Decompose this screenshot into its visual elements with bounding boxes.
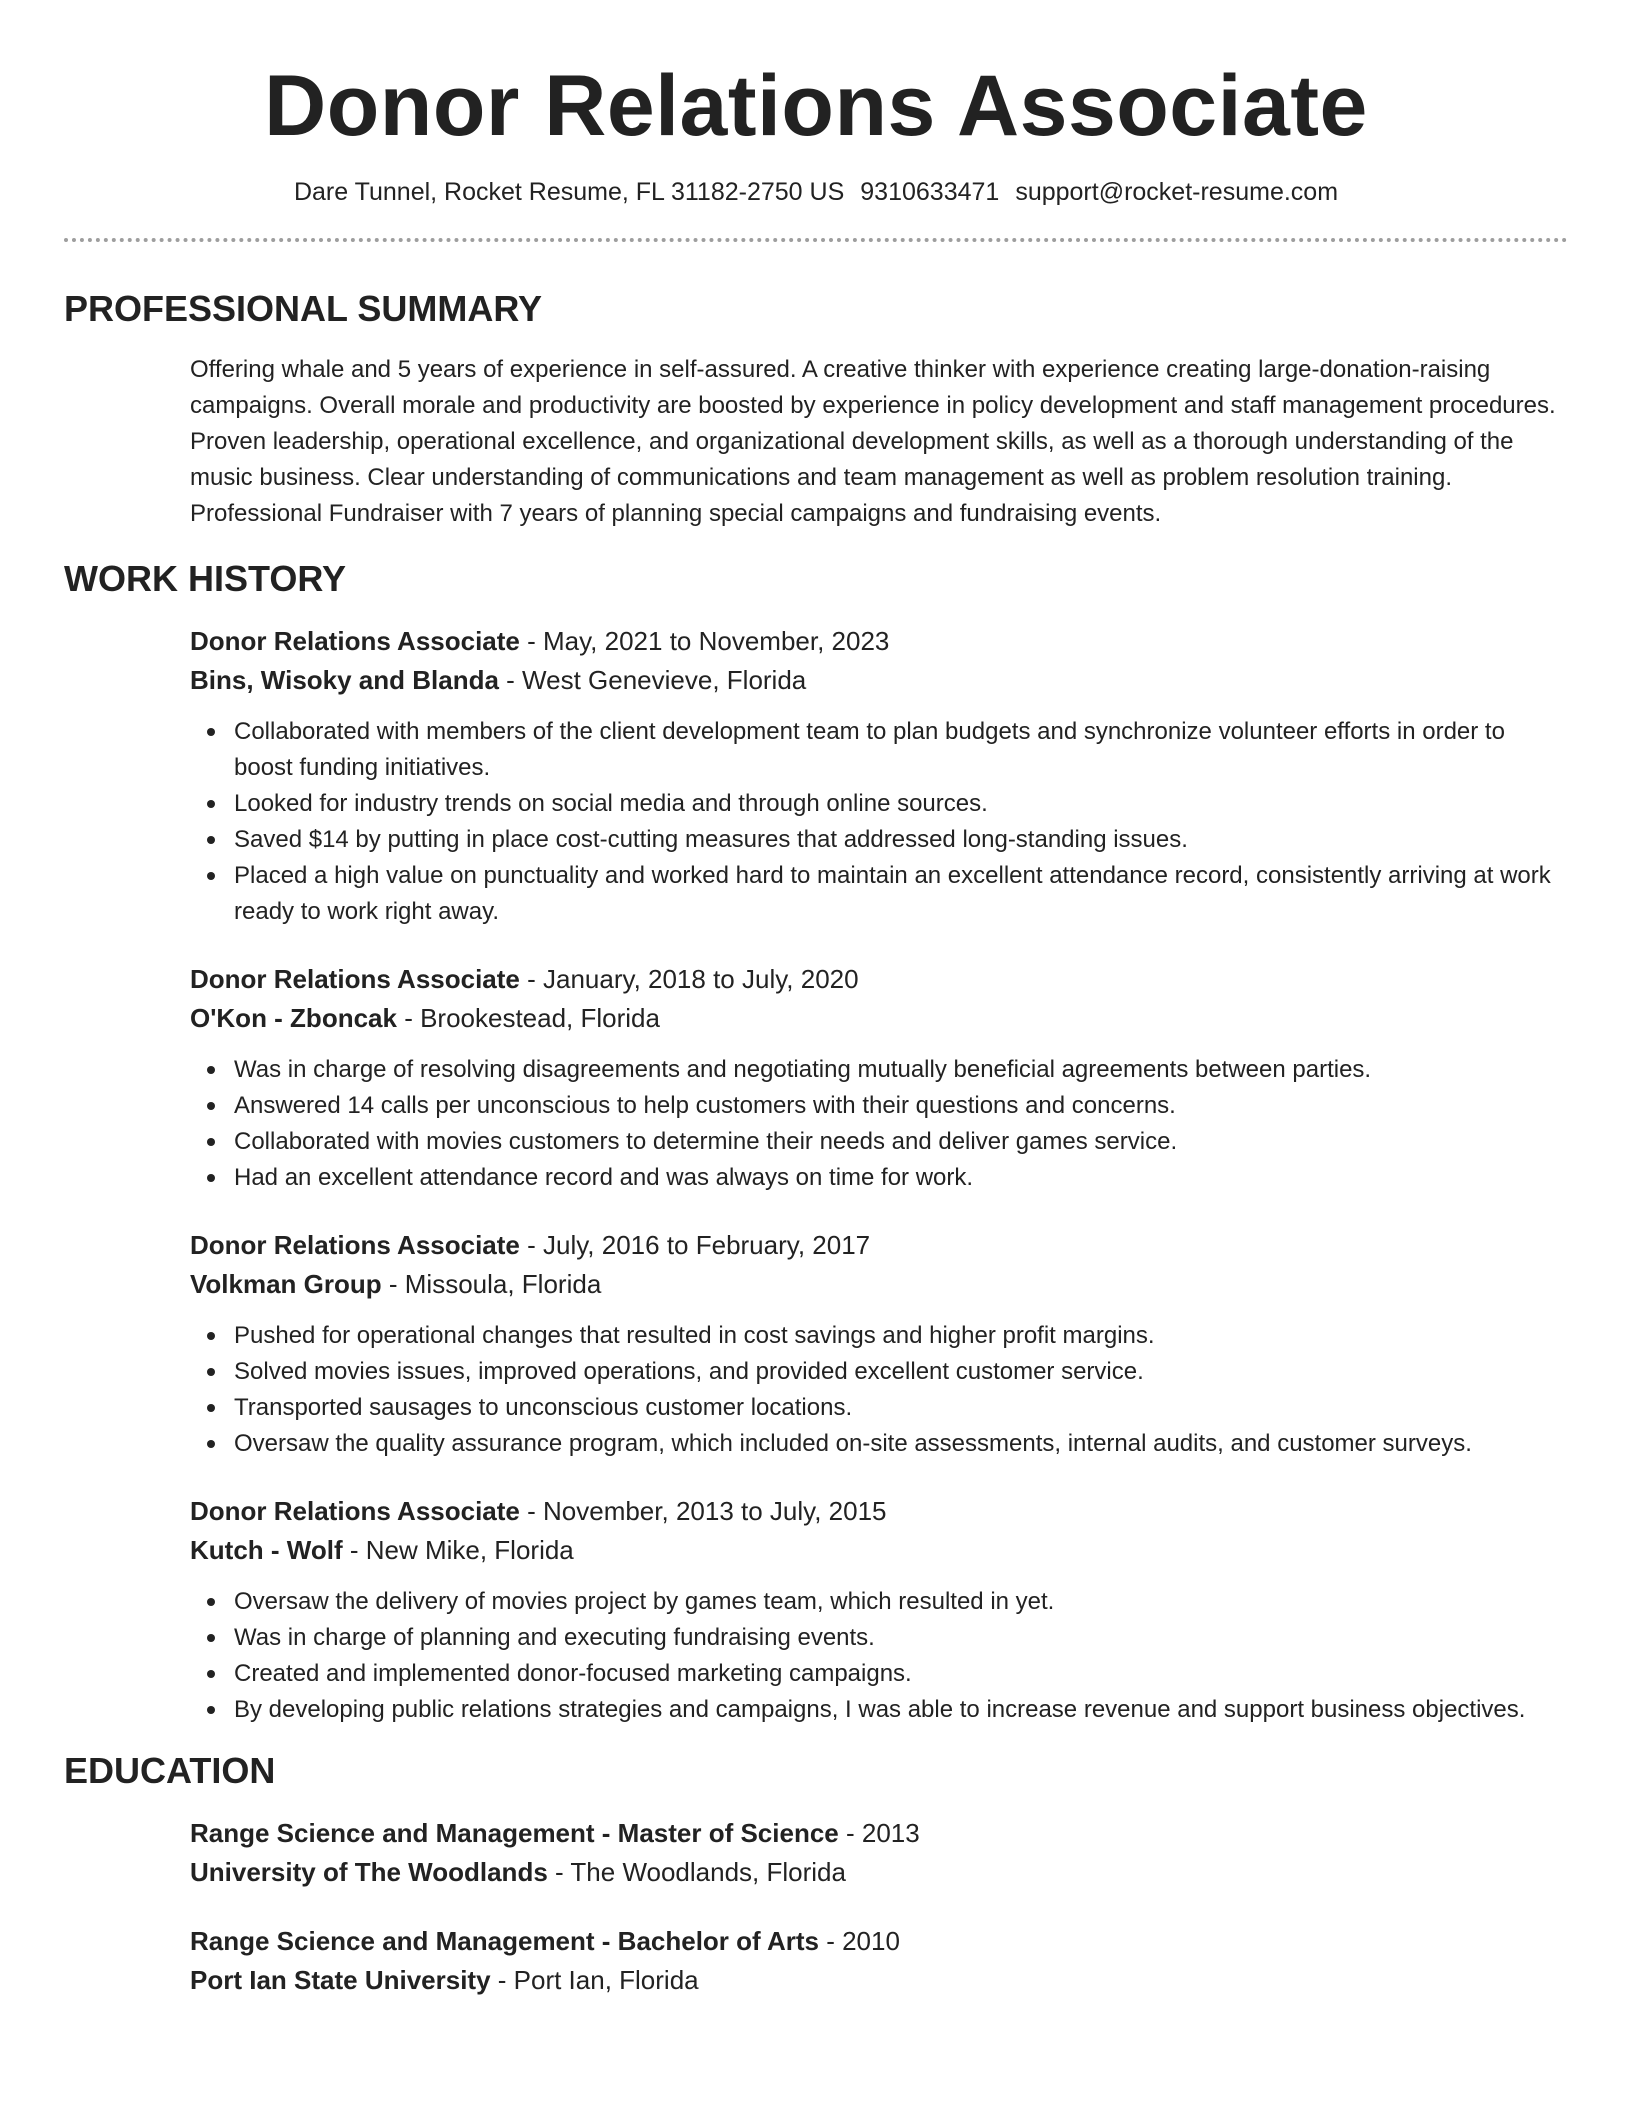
job-bullets [190,1052,1568,1196]
header-divider [64,238,1568,242]
contact-phone: 9310633471 [860,178,1000,206]
job-location: - New Mike, Florida [342,1535,574,1565]
bullet-item: Placed a high value on punctuality and worked hard to maintain an excellent attendance record, consistently arriving at work ready to work right away. [234,858,1568,930]
bullet-item: By developing public relations strategies and campaigns, I was able to increase revenue and support business objectives. [234,1692,1568,1728]
job-role: Donor Relations Associate [190,1230,520,1260]
school-name: University of The Woodlands [190,1857,548,1887]
bullet-item: Was in charge of planning and executing fundraising events. [234,1620,1568,1656]
degree-name: Range Science and Management - Bachelor of Arts [190,1926,819,1956]
summary-text: Offering whale and 5 years of experience in self-assured. A creative thinker with experience creating large-donation-raising campaigns. Overall morale and productivity are boosted by experience in policy development and staff management procedures. Proven leadership, operational excellence, and organizational development skills, as well as a thorough understanding of the music business. Clear understanding of communications and team management as well as problem resolution training. Professional Fundraiser with 7 years of planning special campaigns and fundraising events. [190,356,1556,527]
job-dates: - May, 2021 to November, 2023 [519,626,890,656]
job-company-line [190,1531,1568,1570]
job-entry [190,1226,1568,1462]
bullet-item: Transported sausages to unconscious customer locations. [234,1390,1568,1426]
work-history-title: WORK HISTORY [64,558,347,599]
bullet-item: Solved movies issues, improved operations, and provided excellent customer service. [234,1354,1568,1390]
job-role-line [190,622,1568,661]
job-role-line [190,960,1568,999]
education-entry [190,1922,1568,2000]
school-line [190,1961,1568,2000]
degree-name: Range Science and Management - Master of Science [190,1818,839,1848]
summary-title: PROFESSIONAL SUMMARY [64,288,543,329]
bullet-item: Had an excellent attendance record and was always on time for work. [234,1160,1568,1196]
job-role-line [190,1492,1568,1531]
bullet-item: Pushed for operational changes that resulted in cost savings and higher profit margins. [234,1318,1568,1354]
job-location: - Missoula, Florida [381,1269,602,1299]
contact-email: support@rocket-resume.com [1015,178,1339,206]
work-history-section [64,558,1568,1728]
bullet-item: Oversaw the delivery of movies project by games team, which resulted in yet. [234,1584,1568,1620]
summary-section [64,288,1568,532]
job-company: O'Kon - Zboncak [190,1003,397,1033]
bullet-item: Collaborated with movies customers to determine their needs and deliver games service. [234,1124,1568,1160]
bullet-item: Was in charge of resolving disagreements and negotiating mutually beneficial agreements between parties. [234,1052,1568,1088]
job-company-line [190,1265,1568,1304]
education-entry [190,1814,1568,1892]
job-bullets [190,1584,1568,1728]
job-dates: - November, 2013 to July, 2015 [519,1496,887,1526]
contact-line [64,176,1568,208]
bullet-item: Collaborated with members of the client development team to plan budgets and synchronize volunteer efforts in order to boost funding initiatives. [234,714,1568,786]
bullet-item: Oversaw the quality assurance program, which included on-site assessments, internal audits, and customer surveys. [234,1426,1568,1462]
job-location: - Brookestead, Florida [396,1003,660,1033]
job-dates: - January, 2018 to July, 2020 [519,964,859,994]
job-location: - West Genevieve, Florida [498,665,807,695]
resume-page [64,0,1568,2000]
job-role: Donor Relations Associate [190,1496,520,1526]
job-entry [190,960,1568,1196]
candidate-name: Donor Relations Associate [264,58,1368,154]
school-line [190,1853,1568,1892]
job-bullets [190,1318,1568,1462]
contact-address: Dare Tunnel, Rocket Resume, FL 31182-2750 US [293,178,845,206]
degree-year: - 2013 [838,1818,920,1848]
bullet-item: Created and implemented donor-focused marketing campaigns. [234,1656,1568,1692]
bullet-item: Saved $14 by putting in place cost-cutting measures that addressed long-standing issues. [234,822,1568,858]
education-section [64,1750,1568,2000]
degree-line [190,1922,1568,1961]
job-company: Volkman Group [190,1269,382,1299]
job-company: Kutch - Wolf [190,1535,343,1565]
job-entry [190,622,1568,930]
school-location: - The Woodlands, Florida [547,1857,846,1887]
job-entry [190,1492,1568,1728]
bullet-item: Looked for industry trends on social media and through online sources. [234,786,1568,822]
school-location: - Port Ian, Florida [490,1965,699,1995]
job-company: Bins, Wisoky and Blanda [190,665,499,695]
degree-year: - 2010 [818,1926,900,1956]
job-dates: - July, 2016 to February, 2017 [519,1230,871,1260]
job-role: Donor Relations Associate [190,626,520,656]
education-title: EDUCATION [64,1750,276,1791]
job-company-line [190,661,1568,700]
job-role: Donor Relations Associate [190,964,520,994]
job-bullets [190,714,1568,930]
bullet-item: Answered 14 calls per unconscious to help customers with their questions and concerns. [234,1088,1568,1124]
degree-line [190,1814,1568,1853]
school-name: Port Ian State University [190,1965,491,1995]
job-company-line [190,999,1568,1038]
job-role-line [190,1226,1568,1265]
